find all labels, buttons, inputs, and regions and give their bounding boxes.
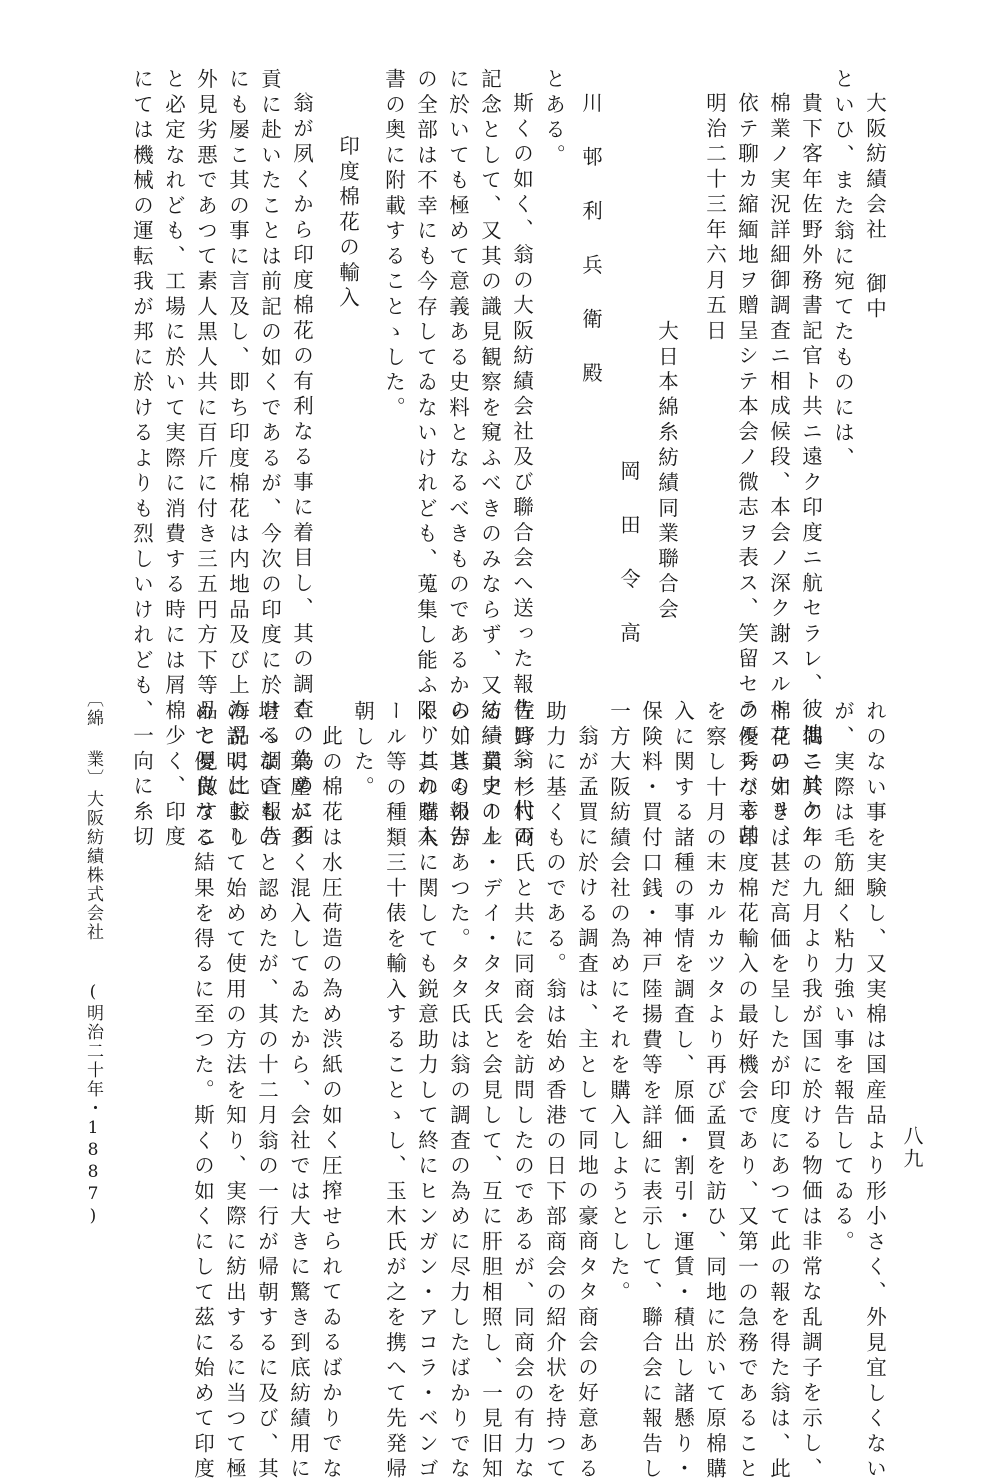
footer-company: 大阪紡績株式会社 (83, 790, 103, 942)
lower-column-12: 佐野・杉村両氏と共に同商会を訪問したのであるが、同商会の有力な (510, 700, 535, 1483)
lower-column-14: の如きものがあつた。タタ氏は翁の調査の為めに尽力したばかりでな (446, 700, 471, 1483)
lower-column-20: 堪へないものと認めたが、其の十二月翁の一行が帰朝するに及び、其 (254, 700, 279, 1483)
upper-column-20: 外見劣悪であつて素人黒人共に百斤に付き三五円方下等品と見做すこ (193, 68, 218, 851)
lower-column-2: が、実際は毛筋細く粘力強い事を報告してゐる。 (830, 700, 855, 1256)
upper-column-14: の全部は不幸にも今存してゐないけれども、蒐集し能ふ限りこれを本 (413, 68, 438, 851)
lower-column-21: の説明によりて始めて使用の方法を知り、実際に紡出するに当つて極 (222, 700, 247, 1483)
lower-column-3: 偶こ其の年の九月より我が国に於ける物価は非常な乱調子を示し、 (798, 725, 823, 1483)
lower-column-11: 助力に基くものである。翁は始め香港の日下部商会の紹介状を持つて (542, 700, 567, 1483)
upper-column-12: 記念として、又其の識見観察を窺ふべきのみならず、又紡績業史の上 (477, 68, 502, 851)
lower-column-18: 此の棉花は水圧荷造の為め渋紙の如く圧搾せられてゐるばかりでな (318, 725, 343, 1483)
upper-column-22: にては機械の運転我が邦に於けるよりも烈しいけれども、一向に糸切 (129, 68, 154, 851)
lower-column-9: 一方大阪紡績会社の為めにそれを購入しようとした。 (606, 700, 631, 1306)
lower-column-19: く、葉塵が多く混入してゐたから、会社では大きに驚き到底紡績用に (286, 700, 311, 1483)
footer-section-label: 〔綿 業〕 (83, 690, 103, 788)
footer-era: (明治二十年・1887) (83, 982, 103, 1228)
upper-column-10: とある。 (541, 68, 566, 169)
lower-column-15: く、其の購入に関しても鋭意助力して終にヒンガン・アコラ・ベンゴ (414, 700, 439, 1483)
lower-column-1: れのない事を実験し、又実棉は国産品より形小さく、外見宜しくない (862, 700, 887, 1483)
lower-column-5: の優秀なる印度棉花輸入の最好機会であり、又第一の急務であること (734, 700, 759, 1483)
upper-column-13: に於いても極めて意義ある史料となるべきものであるから、其の報告 (445, 68, 470, 851)
lower-column-13: る一員アール・デイ・タタ氏と会見して、互に肝胆相照し、一見旧知 (478, 700, 503, 1483)
upper-column-17: 翁が夙くから印度棉花の有利なる事に着目し、其の調査の為めに西 (289, 92, 314, 850)
upper-column-18: 貢に赴いたことは前記の如くであるが、今次の印度に於ける調査報告 (257, 68, 282, 851)
lower-column-6: を察し十月の末カルカツタより再び孟買を訪ひ、同地に於いて原棉購 (702, 700, 727, 1483)
upper-column-4: 棉業ノ実況詳細御調査ニ相成候段、本会ノ深ク謝スルトコロナリ、 (766, 92, 791, 850)
upper-column-19: にも屡こ其の事に言及し、即ち印度棉花は内地品及び上海品に比較し (225, 68, 250, 851)
lower-column-8: 保険料・買付口銭・神戸陸揚費等を詳細に表示して、聯合会に報告し (638, 700, 663, 1483)
upper-column-5: 依テ聊カ縮緬地ヲ贈呈シテ本会ノ微志ヲ表ス、笑留セラルレバ幸甚 (734, 92, 759, 850)
upper-column-3: 貴下客年佐野外務書記官ト共ニ遠ク印度ニ航セラレ、彼地ニ於ケル (798, 92, 823, 850)
upper-column-9: 川 邨 利 兵 衛 殿 (578, 92, 603, 388)
lower-column-7: 入に関する諸種の事情を調査し、原価・割引・運賃・積出し諸懸り・ (670, 700, 695, 1483)
upper-column-16: 印度棉花の輸入 (335, 135, 360, 312)
upper-column-2: といひ、また翁に宛てたものには、 (830, 68, 855, 472)
upper-column-6: 明治二十三年六月五日 (702, 92, 727, 345)
page-number: 八九 (900, 1125, 924, 1171)
lower-column-4: 棉花の如きは甚だ高価を呈したが印度にあつて此の報を得た翁は、此 (766, 700, 791, 1483)
lower-column-17: 朝した。 (350, 700, 375, 801)
upper-column-8: 岡 田 令 高 (616, 460, 641, 648)
lower-column-22: めて優良なる結果を得るに至つた。斯くの如くにして茲に始めて印度 (190, 700, 215, 1483)
upper-column-15: 書の奥に附載することゝした。 (381, 68, 406, 422)
upper-column-7: 大日本綿糸紡績同業聯合会 (654, 320, 679, 623)
lower-column-10: 翁が孟買に於ける調査は、主として同地の豪商タタ商会の好意ある (574, 725, 599, 1483)
upper-column-11: 斯くの如く、翁の大阪紡績会社及び聯合会へ送った報告は翁一代の (509, 92, 534, 850)
lower-column-16: ール等の種類三十俵を輸入することゝし、玉木氏が之を携へて先発帰 (382, 700, 407, 1483)
upper-column-21: と必定なれども、工場に於いて実際に消費する時には屑棉少く、印度 (161, 68, 186, 851)
upper-column-1: 大阪紡績会社 御中 (862, 92, 887, 323)
